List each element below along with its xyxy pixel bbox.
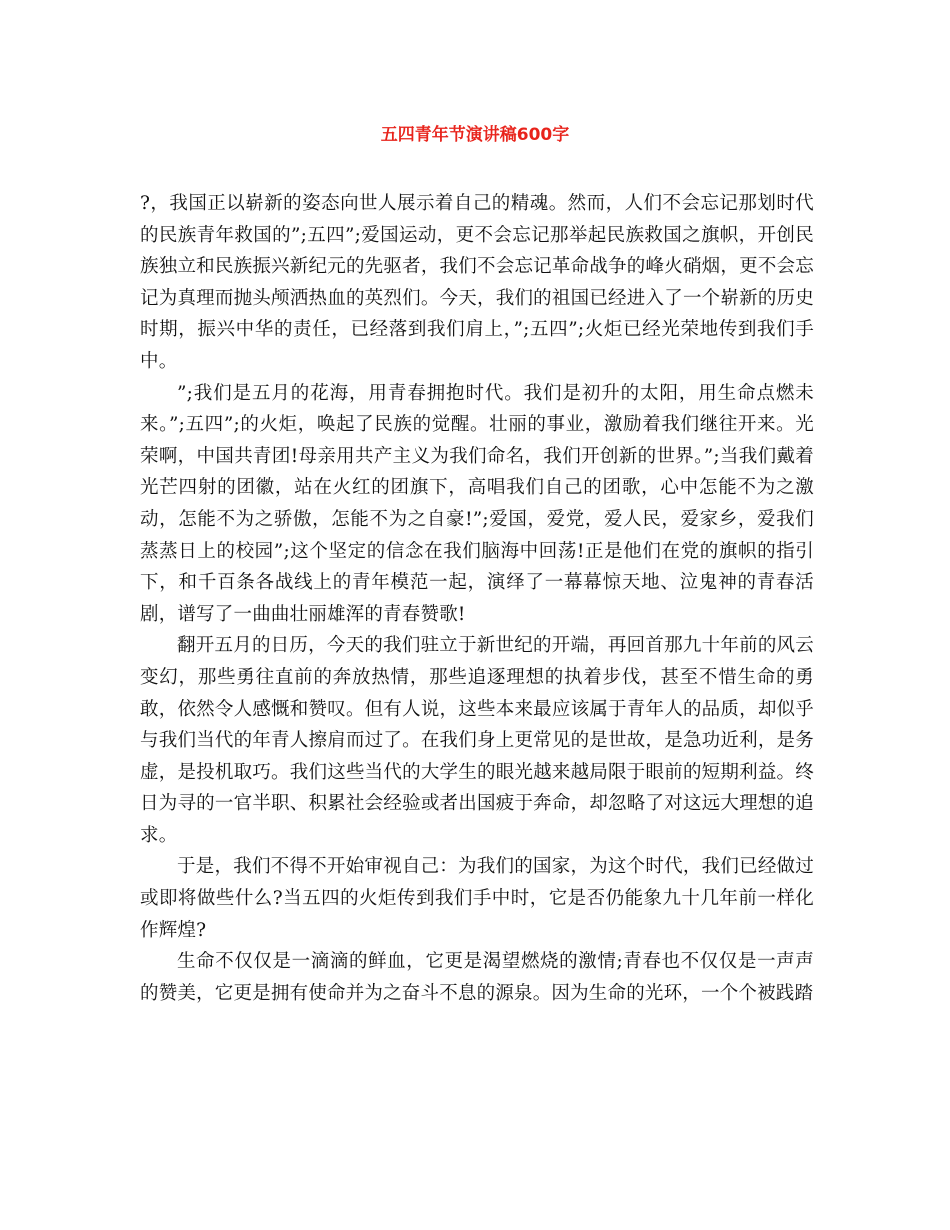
document-body [140, 188, 814, 1009]
paragraph-5: 生命不仅仅是一滴滴的鲜血，它更是渴望燃烧的激情;青春也不仅仅是一声声的赞美，它更是拥有使命并为之奋斗不息的源泉。因为生命的光环，一个个被践踏 [140, 951, 814, 1004]
paragraph-3: 翻开五月的日历，今天的我们驻立于新世纪的开端，再回首那九十年前的风云变幻，那些勇往直前的奔放热情，那些追逐理想的执着步伐，甚至不惜生命的勇敢，依然令人感慨和赞叹。但有人说，这些本来最应该属于青年人的品质，却似乎与我们当代的年青人擦肩而过了。在我们身上更常见的是世故，是急功近利，是务虚，是投机取巧。我们这些当代的大学生的眼光越来越局限于眼前的短期利益。终日为寻的一官半职、积累社会经验或者出国疲于奔命，却忽略了对这远大理想的追求。 [140, 635, 814, 846]
paragraph-4: 于是，我们不得不开始审视自己：为我们的国家，为这个时代，我们已经做过或即将做些什么?当五四的火炬传到我们手中时，它是否仍能象九十几年前一样化作辉煌? [140, 856, 814, 941]
paragraph-1: ?，我国正以崭新的姿态向世人展示着自己的精魂。然而，人们不会忘记那划时代的民族青年救国的”;五四”;爱国运动，更不会忘记那举起民族救国之旗帜，开创民族独立和民族振兴新纪元的先驱者，我们不会忘记革命战争的峰火硝烟，更不会忘记为真理而抛头颅洒热血的英烈们。今天，我们的祖国已经进入了一个崭新的历史时期，振兴中华的责任，已经落到我们肩上，”;五四”;火炬已经光荣地传到我们手中。 [140, 193, 814, 372]
paragraph-2: ”;我们是五月的花海，用青春拥抱时代。我们是初升的太阳，用生命点燃未来。”;五四”;的火炬，唤起了民族的觉醒。壮丽的事业，激励着我们继往开来。光荣啊，中国共青团!母亲用共产主义为我们命名，我们开创新的世界。”;当我们戴着光芒四射的团徽，站在火红的团旗下，高唱我们自己的团歌，心中怎能不为之激动，怎能不为之骄傲，怎能不为之自豪!”;爱国，爱党，爱人民，爱家乡，爱我们蒸蒸日上的校园”;这个坚定的信念在我们脑海中回荡!正是他们在党的旗帜的指引下，和千百条各战线上的青年模范一起，演绎了一幕幕惊天地、泣鬼神的青春活剧，谱写了一曲曲壮丽雄浑的青春赞歌! [140, 382, 814, 625]
document-title: 五四青年节演讲稿600字 [380, 125, 570, 145]
